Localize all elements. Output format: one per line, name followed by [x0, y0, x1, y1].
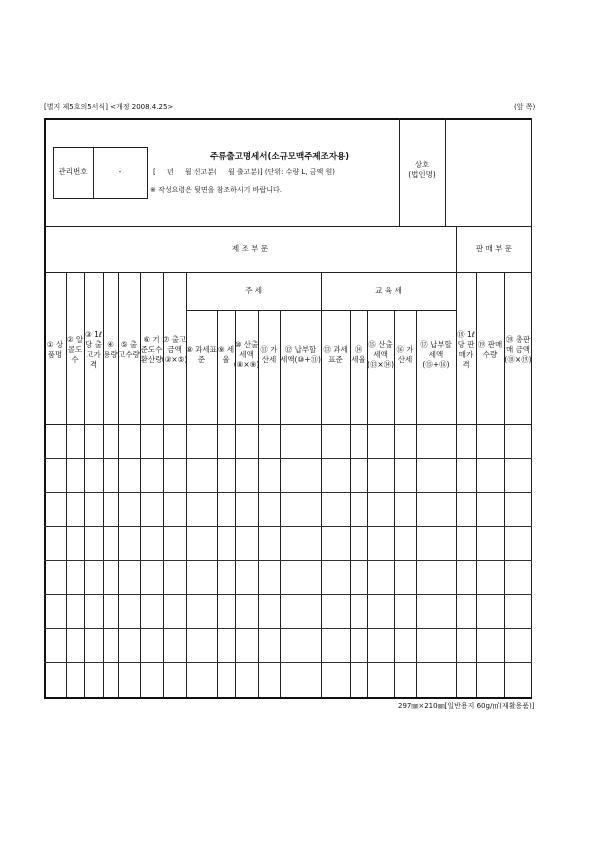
management-number-value[interactable]: -: [118, 167, 122, 177]
col-tax-base: ⑧ 과세표준: [186, 344, 217, 364]
col-product-name: ① 상품명: [46, 339, 64, 359]
sales-section-header: 판 매 부 문: [475, 243, 513, 253]
col-edu-tax-rate: ⑭ 세율: [351, 344, 366, 364]
page-side-label: (앞 쪽): [514, 103, 536, 111]
table-row[interactable]: [44, 458, 532, 459]
col-edu-payable-tax: ⑰ 납부할 세액 (⑮+⑯): [420, 339, 452, 370]
paper-spec-footer: 297㎜×210㎜[일반용지 60g/㎡(재활용품)]: [398, 702, 535, 710]
management-number-label: 관리번호: [58, 167, 88, 177]
col-shipment-qty: ⑤ 출고수량: [118, 339, 140, 359]
col-price-per-liter: ③ 1ℓ당 출고가격: [85, 329, 102, 370]
company-label: 상호: [414, 159, 430, 169]
company-name-label: [399, 150, 445, 190]
company-sub-label: (법인명): [408, 170, 436, 179]
col-edu-computed-tax: ⑮ 산출세액 (⑬×⑭): [366, 339, 395, 370]
col-payable-tax: ⑫ 납부할 세액(⑩+⑪): [280, 344, 321, 364]
form-reference: [별지 제5호의5서식] <개정 2008.4.25>: [44, 103, 174, 111]
manufacturing-section-header: 제 조 부 문: [231, 243, 269, 253]
table-row[interactable]: [44, 492, 532, 493]
education-tax-header: 교 육 세: [375, 285, 402, 295]
col-capacity: ④ 용량: [103, 339, 118, 359]
document-title: 주류출고명세서(소규모맥주제조자용): [210, 152, 350, 162]
reporting-period-line[interactable]: [ 년 월 신고분( 월 출고분)] (단위: 수량 L, 금액 원): [153, 168, 336, 176]
table-row[interactable]: [44, 594, 532, 595]
col-computed-tax: ⑩ 산출세액(⑧×⑨): [233, 339, 260, 370]
table-row[interactable]: [44, 662, 532, 663]
col-edu-additional-tax: ⑯ 가산세: [396, 344, 414, 364]
col-total-sales-amount: ⑳ 총판매 금액 (⑱×⑲): [504, 334, 532, 365]
col-additional-tax: ⑪ 가산세: [260, 344, 278, 364]
liquor-tax-header: 주 세: [245, 285, 262, 295]
col-alcohol-degree: ② 알콜도수: [66, 334, 84, 365]
col-standard-degree: ⑥ 기준도수 환산량: [140, 334, 163, 365]
instruction-note: ※ 작성요령은 뒷면을 참조하시기 바랍니다.: [150, 186, 282, 194]
col-tax-rate: ⑨ 세율: [217, 344, 235, 364]
col-sales-price-per-liter: ⑱ 1ℓ당 판매가격: [457, 329, 475, 370]
company-name-field[interactable]: [446, 119, 530, 225]
table-row[interactable]: [44, 526, 532, 527]
col-sales-qty: ⑲ 판매수량: [477, 339, 503, 359]
table-row[interactable]: [44, 560, 532, 561]
col-shipment-amount: ⑦ 출고금액 (③×⑤): [161, 334, 188, 365]
table-row[interactable]: [44, 628, 532, 629]
col-edu-tax-base: ⑬ 과세표준: [323, 344, 348, 364]
